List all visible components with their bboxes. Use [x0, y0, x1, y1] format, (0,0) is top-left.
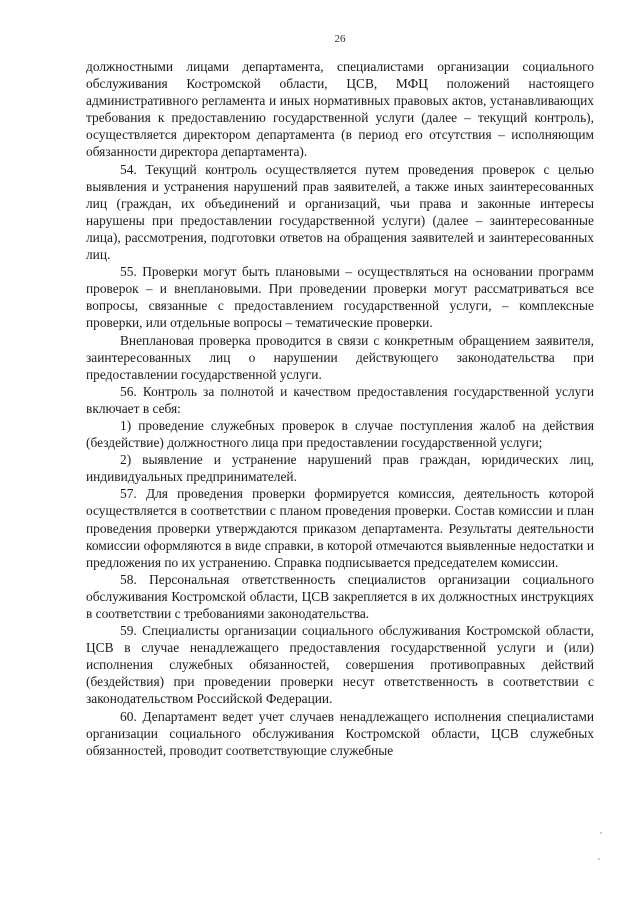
paragraph-58: 58. Персональная ответственность специалистов организации социального обслуживания Костромской области, ЦСВ закрепляется в их должностных инструкциях в соответствии с требованиями законодательства.	[86, 571, 594, 621]
paragraph-55: 55. Проверки могут быть плановыми – осуществляться на основании программ проверок – и внеплановыми. При проведении проверки могут рассматриваться все вопросы, связанные с предоставлением государственной услуги, – комплексные проверки, или отдельные вопросы – тематические проверки.	[86, 264, 594, 331]
paragraph-unscheduled-inspection: Внеплановая проверка проводится в связи с конкретным обращением заявителя, заинтересованных лиц о нарушении действующего законодательства при предоставлении государственной услуги.	[86, 332, 594, 382]
paragraph-56: 56. Контроль за полнотой и качеством предоставления государственной услуги включает в себя:	[86, 383, 594, 416]
document-body	[86, 58, 594, 759]
list-item-2: 2) выявление и устранение нарушений прав граждан, юридических лиц, индивидуальных предпринимателей.	[86, 452, 594, 485]
scan-speck	[598, 858, 600, 860]
scan-speck	[600, 832, 602, 834]
paragraph-60: 60. Департамент ведет учет случаев ненадлежащего исполнения специалистами организации социального обслуживания Костромской области, ЦСВ служебных обязанностей, проводит соответствующие служебные	[86, 708, 594, 758]
paragraph-59: 59. Специалисты организации социального обслуживания Костромской области, ЦСВ в случае ненадлежащего предоставления государственной услуги и (или) исполнения служебных обязанностей, совершения противоправных действий (бездействия) при проведении проверки несут ответственность в соответствии с законодательством Российской Федерации.	[86, 623, 594, 707]
paragraph-53-continuation: должностными лицами департамента, специалистами организации социального обслуживания Костромской области, ЦСВ, МФЦ положений настоящего административного регламента и иных нормативных правовых актов, устанавливающих требования к предоставлению государственной услуги (далее – текущий контроль), осуществляется директором департамента (в период его отсутствия – исполняющим обязанности директора департамента).	[86, 59, 594, 160]
page-number: 26	[334, 33, 346, 45]
list-item-1: 1) проведение служебных проверок в случае поступления жалоб на действия (бездействие) должностного лица при предоставлении государственной услуги;	[86, 417, 594, 451]
paragraph-54: 54. Текущий контроль осуществляется путем проведения проверок с целью выявления и устранения нарушений прав заявителей, а также иных заинтересованных лиц (граждан, их объединений и организаций, чьи права и законные интересы нарушены при предоставлении государственной услуги) (далее – заинтересованные лица), рассмотрения, подготовки ответов на обращения заявителей и заинтересованных лиц.	[86, 161, 594, 263]
paragraph-57: 57. Для проведения проверки формируется комиссия, деятельность которой осуществляется в соответствии с планом проведения проверки. Состав комиссии и план проведения проверки утверждаются приказом департамента. Результаты деятельности комиссии оформляются в виде справки, в которой отмечаются выявленные недостатки и предложения по их устранению. Справка подписывается председателем комиссии.	[86, 486, 594, 570]
